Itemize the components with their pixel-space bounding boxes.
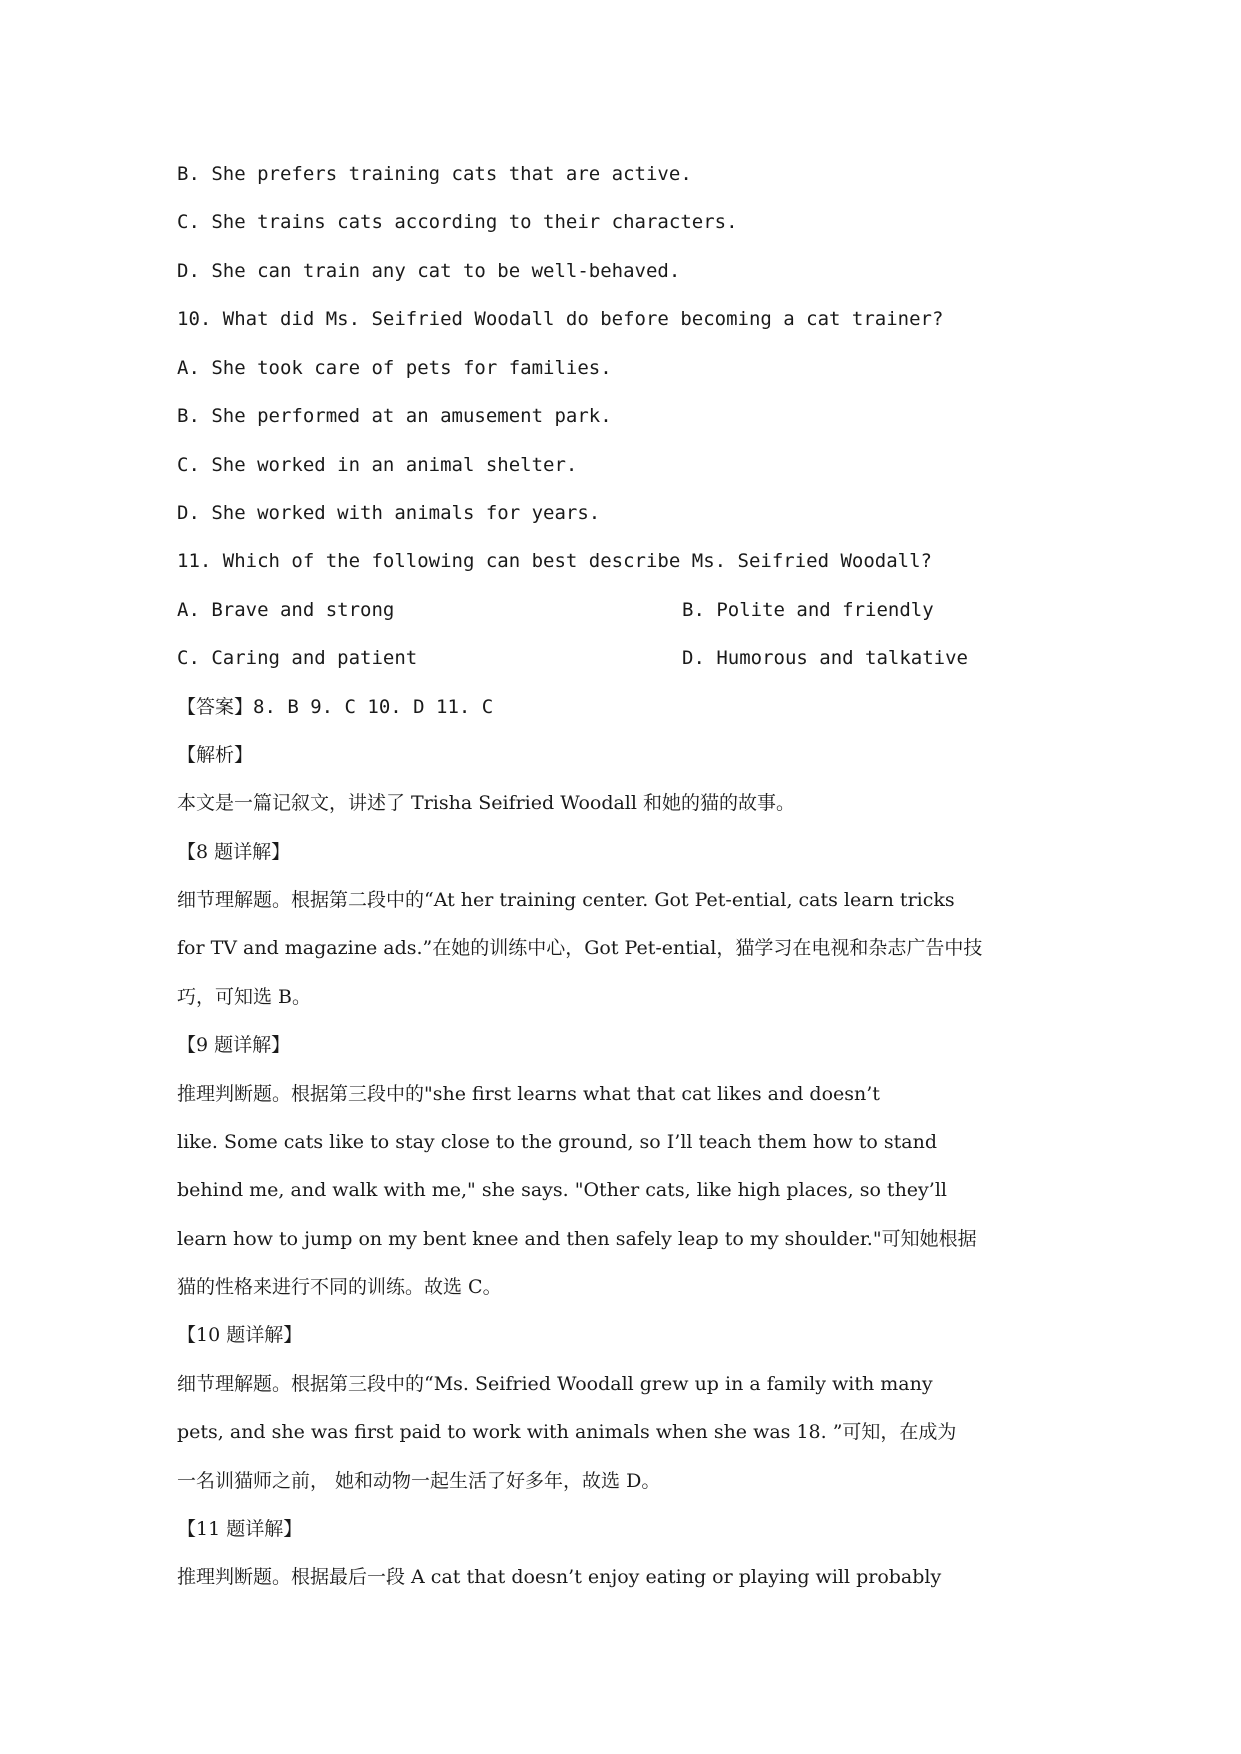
q11-option-d: D. Humorous and talkative <box>682 647 968 669</box>
q10-option-b: B. She performed at an amusement park. <box>177 405 612 427</box>
q10-question: 10. What did Ms. Seifried Woodall do before becoming a cat trainer? <box>177 308 944 330</box>
detail8-heading: 【8 题详解】 <box>177 841 291 863</box>
q11-option-a: A. Brave and strong <box>177 599 395 621</box>
analysis-intro: 本文是一篇记叙文，讲述了 Trisha Seifried Woodall 和她的猫的故事。 <box>177 792 796 814</box>
detail10-line-2: pets, and she was first paid to work with animals when she was 18. ”可知，在成为 <box>177 1421 957 1443</box>
analysis-heading: 【解析】 <box>177 744 254 766</box>
detail11-heading: 【11 题详解】 <box>177 1518 303 1540</box>
detail9-line-5: 猫的性格来进行不同的训练。故选 C。 <box>177 1276 502 1298</box>
detail10-line-3: 一名训猫师之前， 她和动物一起生活了好多年，故选 D。 <box>177 1470 661 1492</box>
detail8-line-3: 巧，可知选 B。 <box>177 986 312 1008</box>
detail8-line-1: 细节理解题。根据第二段中的“At her training center. Got Pet-ential, cats learn tricks <box>177 889 955 911</box>
q9-option-d: D. She can train any cat to be well-behaved. <box>177 260 681 282</box>
detail8-line-2: for TV and magazine ads.”在她的训练中心，Got Pet-ential，猫学习在电视和杂志广告中技 <box>177 937 983 959</box>
answer-line: 【答案】8. B 9. C 10. D 11. C <box>177 696 494 718</box>
q10-option-c: C. She worked in an animal shelter. <box>177 454 578 476</box>
detail10-heading: 【10 题详解】 <box>177 1324 303 1346</box>
q10-option-d: D. She worked with animals for years. <box>177 502 601 524</box>
detail9-line-2: like. Some cats like to stay close to the ground, so I’ll teach them how to stand <box>177 1131 938 1153</box>
q11-option-c: C. Caring and patient <box>177 647 418 669</box>
detail9-line-3: behind me, and walk with me," she says. "Other cats, like high places, so they’ll <box>177 1179 947 1201</box>
detail9-heading: 【9 题详解】 <box>177 1034 291 1056</box>
q11-option-b: B. Polite and friendly <box>682 599 934 621</box>
q9-option-c: C. She trains cats according to their characters. <box>177 211 738 233</box>
detail10-line-1: 细节理解题。根据第三段中的“Ms. Seifried Woodall grew up in a family with many <box>177 1373 933 1395</box>
detail9-line-4: learn how to jump on my bent knee and then safely leap to my shoulder."可知她根据 <box>177 1228 977 1250</box>
detail9-line-1: 推理判断题。根据第三段中的"she first learns what that cat likes and doesn’t <box>177 1083 880 1105</box>
q11-question: 11. Which of the following can best describe Ms. Seifried Woodall? <box>177 550 932 572</box>
q9-option-b: B. She prefers training cats that are active. <box>177 163 692 185</box>
q10-option-a: A. She took care of pets for families. <box>177 357 612 379</box>
detail11-line-1: 推理判断题。根据最后一段 A cat that doesn’t enjoy eating or playing will probably <box>177 1566 942 1588</box>
